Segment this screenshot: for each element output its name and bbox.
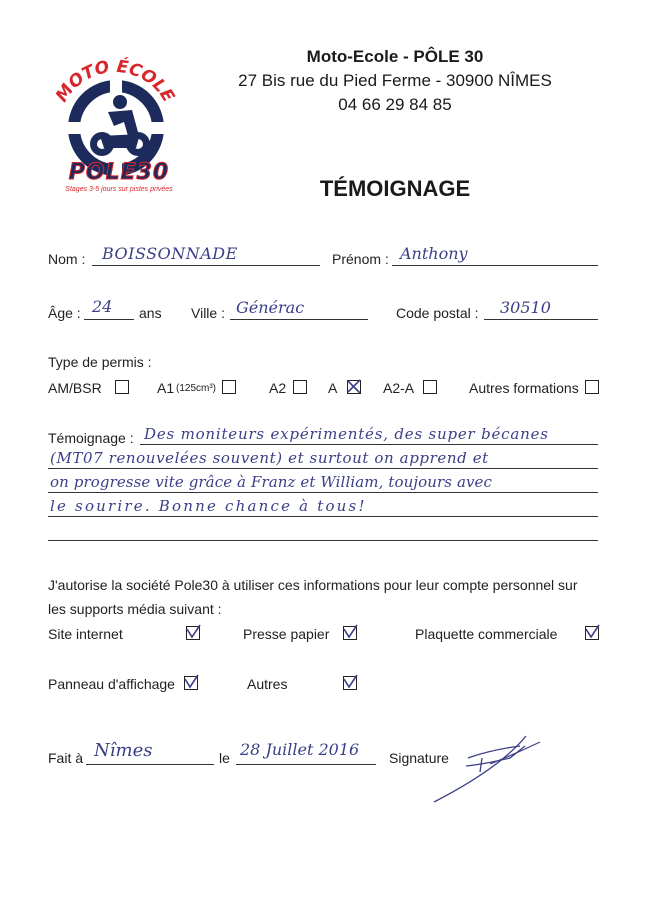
- temoignage-line-4: [48, 516, 598, 517]
- logo-arc-text: MOTO ÉCOLE: [51, 56, 179, 106]
- permis-label: Type de permis :: [48, 354, 152, 370]
- nom-label: Nom :: [48, 251, 86, 267]
- consent-text: les supports média suivant :: [48, 601, 222, 617]
- permis-checkbox-a1[interactable]: [222, 380, 236, 394]
- media-option-label: Presse papier: [243, 626, 330, 642]
- temoignage-text-line[interactable]: Des moniteurs expérimentés, des super bécanes: [144, 425, 549, 443]
- permis-option-label: A: [328, 380, 338, 396]
- nom-value[interactable]: BOISSONNADE: [102, 244, 238, 263]
- ville-line: [230, 319, 368, 320]
- signature-mark[interactable]: [430, 728, 550, 808]
- nom-line: [92, 265, 320, 266]
- cp-line: [484, 319, 598, 320]
- school-address: 27 Bis rue du Pied Ferme - 30900 NÎMES: [238, 71, 552, 90]
- temoignage-line-1: [140, 444, 598, 445]
- media-option-label: Panneau d'affichage: [48, 676, 175, 692]
- permis-checkbox-am-bsr[interactable]: [115, 380, 129, 394]
- logo-tagline: Stages 3-5 jours sur pistes privées: [65, 186, 173, 193]
- age-value[interactable]: 24: [92, 297, 113, 316]
- temoignage-line-2: [48, 468, 598, 469]
- fait-value[interactable]: Nîmes: [94, 740, 153, 761]
- page-title: TÉMOIGNAGE: [319, 176, 471, 201]
- checkmark-icon: [185, 623, 201, 639]
- checkmark-icon: [183, 673, 199, 689]
- checkmark-icon: [346, 378, 362, 394]
- ville-label: Ville :: [191, 305, 225, 321]
- prenom-line: [392, 265, 598, 266]
- school-phone: 04 66 29 84 85: [338, 95, 452, 114]
- temoignage-line-3: [48, 492, 598, 493]
- logo-brand: POLE30: [68, 160, 170, 185]
- temoignage-text-line[interactable]: on progresse vite grâce à Franz et William, toujours avec: [50, 473, 493, 491]
- consent-text: J'autorise la société Pole30 à utiliser ces informations pour leur compte personnel sur: [48, 577, 578, 593]
- age-line: [84, 319, 134, 320]
- prenom-value[interactable]: Anthony: [400, 244, 468, 263]
- permis-option-label: AM/BSR: [48, 380, 102, 396]
- media-option-label: Autres: [247, 676, 288, 692]
- temoignage-text-line[interactable]: le sourire. Bonne chance à tous!: [50, 497, 367, 515]
- permis-option-label: Autres formations: [469, 380, 579, 396]
- school-logo: [40, 40, 190, 200]
- signature-label: Signature: [389, 750, 449, 766]
- media-option-label: Plaquette commerciale: [415, 626, 558, 642]
- checkmark-icon: [342, 673, 358, 689]
- prenom-label: Prénom :: [332, 251, 389, 267]
- checkmark-icon: [342, 623, 358, 639]
- permis-checkbox-autres[interactable]: [585, 380, 599, 394]
- ville-value[interactable]: Générac: [236, 298, 305, 317]
- permis-option-sub: (125cm³): [176, 383, 217, 394]
- date-value[interactable]: 28 Juillet 2016: [240, 740, 360, 759]
- fait-line: [86, 764, 214, 765]
- school-name: Moto-Ecole - PÔLE 30: [306, 47, 484, 66]
- age-unit: ans: [139, 305, 162, 321]
- cp-label: Code postal :: [396, 305, 479, 321]
- temoignage-line-5: [48, 540, 598, 541]
- permis-option-label: A2: [269, 380, 287, 396]
- checkmark-icon: [584, 623, 600, 639]
- permis-option-label: A2-A: [383, 380, 415, 396]
- date-line: [236, 764, 376, 765]
- permis-checkbox-a2[interactable]: [293, 380, 307, 394]
- cp-value[interactable]: 30510: [500, 298, 551, 317]
- le-label: le: [219, 750, 230, 766]
- fait-label: Fait à: [48, 750, 84, 766]
- temoignage-text-line[interactable]: (MT07 renouvelées souvent) et surtout on apprend et: [50, 449, 489, 467]
- age-label: Âge :: [48, 305, 81, 321]
- temoignage-label: Témoignage :: [48, 430, 134, 446]
- media-option-label: Site internet: [48, 626, 123, 642]
- permis-checkbox-a2-a[interactable]: [423, 380, 437, 394]
- permis-option-label: A1: [157, 380, 175, 396]
